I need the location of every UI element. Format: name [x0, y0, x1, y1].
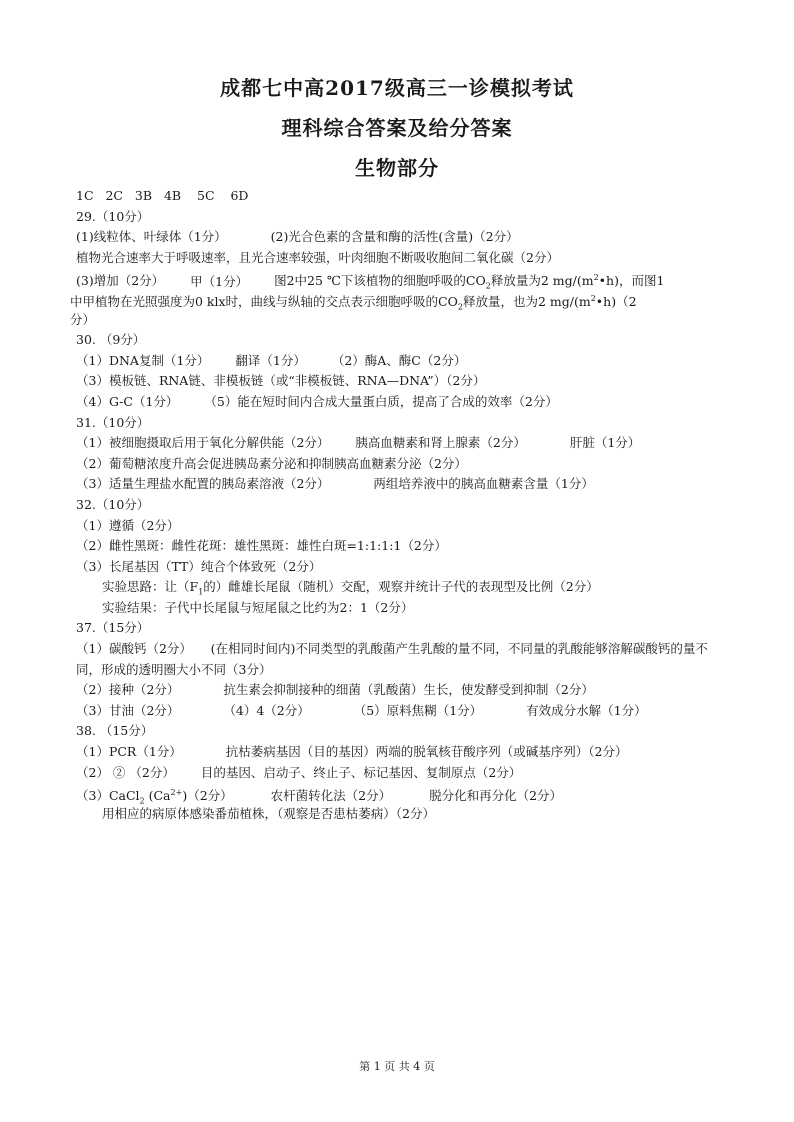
q30-answer-6: （5）能在短时间内合成大量蛋白质，提高了合成的效率（2分） — [204, 393, 558, 409]
q38-answer-line — [76, 742, 726, 763]
q37-heading: 37.（15分） — [76, 620, 150, 636]
q38-answer-2: 抗枯萎病基因（目的基因）两端的脱氧核苷酸序列（或碱基序列）（2分） — [225, 744, 628, 760]
q38-answer-1: （1）PCR（1分） — [76, 744, 182, 760]
exam-subtitle: 理科综合答案及给分答案 — [281, 116, 513, 140]
q30-answer-4: （3）模板链、RNA链、非模板链（或“非模板链、RNA—DNA”）（2分） — [76, 373, 486, 389]
q31-heading: 31.（10分） — [76, 414, 150, 430]
q29-answer-5: 中甲植物在光照强度为0 klx时，曲线与纵轴的交点表示细胞呼吸的$CO_2$释放量，也为2 $mg/(m^2•h)(2$ — [70, 293, 637, 312]
q29-answer-4c: 图2中25 ℃下该植物的细胞呼吸的$CO_2$释放量为2 $mg/(m^2•h)$，而图1 — [274, 273, 665, 292]
q38-answer-line — [76, 783, 726, 804]
choice-answer: 4B — [163, 188, 182, 203]
q38-answer-3: （2） ② （2分） — [76, 764, 175, 780]
q38-answer-4: 目的基因、启动子、终止子、标记基因、复制原点（2分） — [200, 764, 522, 780]
q30-answer-line — [76, 392, 726, 413]
q30-heading: 30. （9分） — [76, 332, 146, 348]
q31-answer-5: （3）适量生理盐水配置的胰岛素溶液（2分） — [76, 476, 330, 492]
q31-answer-line — [76, 433, 726, 454]
q38-answer-5: （3）CaCl$_2$ $(Ca^{2+})(2$分） — [76, 788, 233, 806]
page-number: 第 1 页 共 4 页 — [359, 1060, 435, 1073]
q38-answer-8: 用相应的病原体感染番茄植株，（观察是否患枯萎病）（2分） — [102, 805, 435, 821]
choice-answers-row — [76, 186, 726, 207]
q32-experiment-result: 实验结果：子代中长尾鼠与短尾鼠之比约为2：1（2分） — [102, 599, 414, 615]
q30-answer-line — [76, 351, 726, 372]
choice-answer: 6D — [230, 188, 249, 203]
q29-answer-line — [76, 268, 726, 292]
q30-answer-1: （1）DNA复制（1分） — [76, 352, 210, 368]
q37-answer-line — [76, 701, 726, 722]
q38-heading: 38. （15分） — [76, 723, 154, 739]
q29-answer-6: 分） — [70, 311, 96, 327]
q30-answer-3: （2）酶A、酶C（2分） — [331, 352, 467, 368]
q37-answer-5: （4）4（2分） — [223, 702, 310, 718]
exam-title: 成都七中高2017级高三一诊模拟考试 — [220, 76, 574, 100]
q37-answer-line — [76, 680, 726, 701]
q31-answer-3: 肝脏（1分） — [569, 435, 641, 451]
q32-answer-2: （2）雌性黑斑：雌性花斑：雄性黑斑：雄性白斑=1:1:1:1（2分） — [76, 538, 447, 554]
q29-answer-line — [76, 227, 726, 248]
q31-answer-2: 胰高血糖素和肾上腺素（2分） — [355, 435, 526, 451]
q31-answer-4: （2）葡萄糖浓度升高会促进胰岛素分泌和抑制胰高血糖素分泌（2分） — [76, 455, 467, 471]
q29-answer-4b: 甲（1分） — [190, 273, 249, 289]
q38-answer-6: 农杆菌转化法（2分） — [270, 788, 392, 804]
choice-answer: 1C — [76, 188, 94, 203]
choice-answer: 5C — [197, 188, 215, 203]
q32-experiment-idea: 实验思路：让（$F_1$的）雌雄长尾鼠（随机）交配，观察并统计子代的表现型及比例（2分） — [102, 579, 599, 597]
q32-answer-3: （3）长尾基因（TT）纯合个体致死（2分） — [76, 558, 322, 574]
choice-answer: 3B — [134, 188, 153, 203]
section-title: 生物部分 — [355, 156, 439, 180]
q29-answer-1: (1)线粒体、叶绿体（1分） — [76, 229, 227, 245]
q37-answer-3: 抗生素会抑制接种的细菌（乳酸菌）生长，使发酵受到抑制（2分） — [223, 682, 594, 698]
answer-body — [70, 186, 726, 824]
q31-answer-line — [76, 474, 726, 495]
q32-heading: 32.（10分） — [76, 496, 150, 512]
q38-answer-7: 脱分化和再分化（2分） — [429, 788, 563, 804]
q29-answer-2: (2)光合色素的含量和酶的活性(含量)（2分） — [270, 229, 519, 245]
q37-answer-4: （3）甘油（2分） — [76, 702, 180, 718]
q29-heading: 29.（10分） — [76, 208, 150, 224]
q37-answer-7: 有效成分水解（1分） — [526, 702, 647, 718]
q31-answer-6: 两组培养液中的胰高血糖素含量（1分） — [373, 476, 594, 492]
q38-answer-line — [76, 763, 726, 784]
q37-answer-6: （5）原料焦糊（1分） — [353, 702, 483, 718]
q32-answer-1: （1）遵循（2分） — [76, 517, 180, 533]
q30-answer-5: （4）G-C（1分） — [76, 393, 179, 409]
choice-answer: 2C — [105, 188, 123, 203]
q37-answer-1: （1）碳酸钙（2分） (在相同时间内)不同类型的乳酸菌产生乳酸的量不同，不同量的乳酸能够溶解碳酸钙的量不同，形成的透明圈大小不同（3分） — [76, 641, 708, 677]
q29-answer-4a: (3)增加（2分） — [76, 273, 165, 289]
q30-answer-2: 翻译（1分） — [235, 352, 306, 368]
q29-answer-3: 植物光合速率大于呼吸速率，且光合速率较强，叶肉细胞不断吸收胞间二氧化碳（2分） — [76, 249, 559, 265]
q31-answer-1: （1）被细胞摄取后用于氧化分解供能（2分） — [76, 435, 330, 451]
q37-answer-2: （2）接种（2分） — [76, 682, 180, 698]
